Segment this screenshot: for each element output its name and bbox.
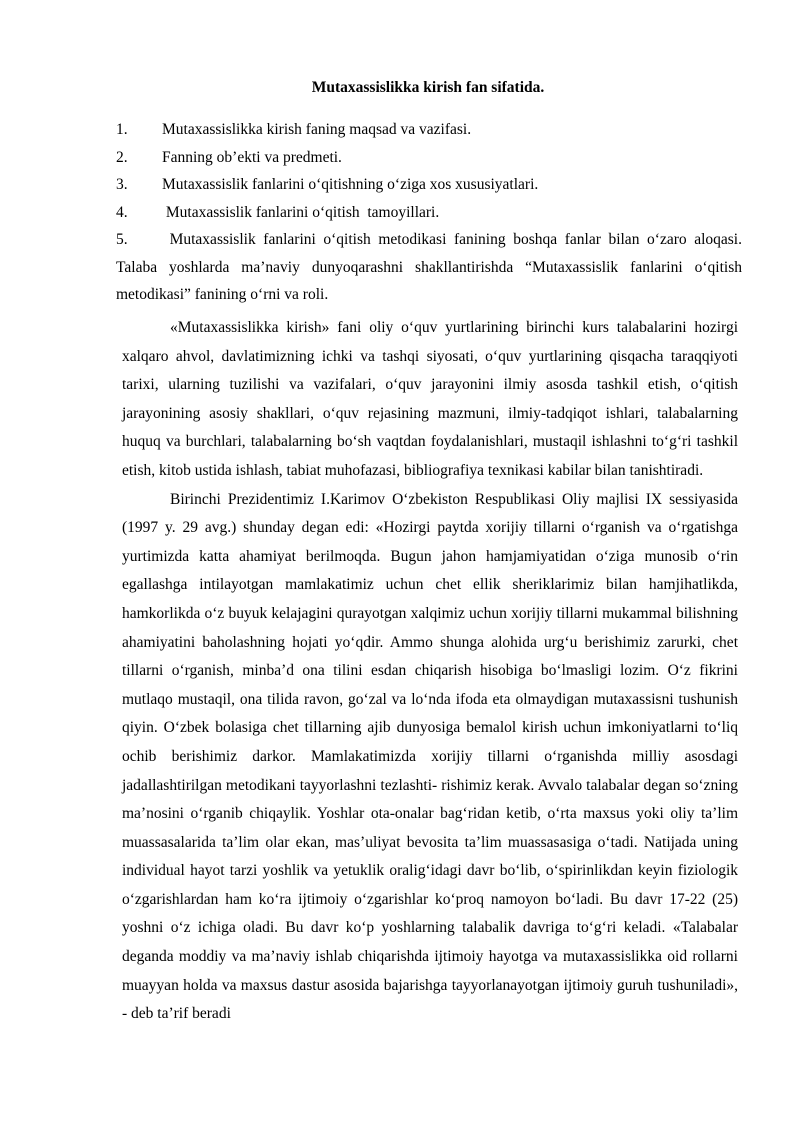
outline-item bbox=[116, 226, 742, 309]
outline-number: 1. bbox=[116, 121, 128, 138]
outline-number: 2. bbox=[116, 148, 128, 166]
outline-number: 5. bbox=[116, 231, 128, 248]
outline-number: 3. bbox=[116, 176, 128, 193]
outline-text: Mutaxassislik fanlarini o‘qitishning o‘ziga xos xususiyatlari. bbox=[162, 176, 539, 193]
outline-text: Mutaxassislikka kirish faning maqsad va vazifasi. bbox=[162, 121, 472, 138]
outline-item bbox=[116, 144, 742, 172]
outline-number: 4. bbox=[116, 203, 128, 221]
body-paragraph: Birinchi Prezidentimiz I.Karimov O‘zbekiston Respublikasi Oliy majlisi IX sessiyasida (1997 y. 29 avg.) shunday degan edi: «Hozirgi paytda xorijiy tillarni o‘rganish va o‘rgatishga yurtimizda katta ahamiyat berilmoqda. Bugun jahon hamjamiyatidan o‘ziga munosib o‘rin egallashga intilayotgan mamlakatimiz uchun chet ellik sheriklarimiz bilan hamjihatlikda, hamkorlikda o‘z buyuk kelajagini qurayotgan xalqimiz uchun xorijiy tillarni mukammal bilishning ahamiyatini baholashning hojati yo‘qdir. Ammo shunga alohida urg‘u berishimiz zarurki, chet tillarni o‘rganish, minba’d ona tilini esdan chiqarish hisobiga bo‘lmasligi lozim. O‘z fikrini mutlaqo mustaqil, ona tilida ravon, go‘zal va lo‘nda ifoda eta olmaydigan mutaxassisni tushunish qiyin. O‘zbek bolasiga chet tillarning ajib dunyosiga bemalol kirish uchun imkoniyatlarni to‘liq ochib berishimiz darkor. Mamlakatimizda xorijiy tillarni o‘rganishda milliy asosdagi jadallashtirilgan metodikani tayyorlashni tezlashti- rishimiz kerak. Avvalo talabalar degan so‘zning ma’nosini o‘rganib chiqaylik. Yoshlar ota-onalar bag‘ridan ketib, o‘rta maxsus yoki oliy ta’lim muassasalarida ta’lim olar ekan, mas’uliyat bevosita ta’lim muassasasiga o‘tadi. Natijada uning individual hayot tarzi yoshlik va yetuklik oralig‘idagi davr bo‘lib, o‘spirinlikdan keyin fiziologik o‘zgarishlardan ham ko‘ra ijtimoiy o‘zgarishlar ko‘proq namoyon bo‘ladi. Bu davr 17-22 (25) yoshni o‘z ichiga oladi. Bu davr ko‘p yoshlarning talabalik davriga to‘g‘ri keladi. «Talabalar deganda moddiy va ma’naviy ishlab chiqarishda ijtimoiy hayotga va mutaxassislikka oid rollarni muayyan holda va maxsus dastur asosida bajarishga tayyorlanayotgan ijtimoiy guruh tushuniladi», - deb ta’rif beradi bbox=[122, 490, 738, 1023]
document-body bbox=[122, 314, 738, 1029]
document-title: Mutaxassislikka kirish fan sifatida. bbox=[311, 79, 545, 96]
topic-outline bbox=[116, 116, 742, 309]
outline-item bbox=[116, 199, 742, 227]
body-paragraph: «Mutaxassislikka kirish» fani oliy o‘quv yurtlarining birinchi kurs talabalarini hozirgi xalqaro ahvol, davlatimizning ichki va tashqi siyosati, o‘quv yurtlarining qisqacha taraqqiyoti tarixi, ularning tuzilishi va vazifalari, o‘quv jarayonini ilmiy asosda tashkil etish, o‘qitish jarayonining asosiy shakllari, o‘quv rejasining mazmuni, ilmiy-tadqiqot ishlari, talabalarning huquq va burchlari, talabalarning bo‘sh vaqtdan foydalanishlari, mustaqil ishlashni to‘g‘ri tashkil etish, kitob ustida ishlash, tabiat muhofazasi, bibliografiya texnikasi kabilar bilan tanishtiradi. bbox=[122, 319, 738, 479]
outline-item bbox=[116, 116, 742, 144]
outline-text: Fanning ob’ekti va predmeti. bbox=[162, 148, 342, 166]
outline-text: Mutaxassislik fanlarini o‘qitish tamoyillari. bbox=[162, 203, 440, 221]
outline-item bbox=[116, 171, 742, 199]
outline-text: Mutaxassislik fanlarini o‘qitish metodikasi fanining boshqa fanlar bilan o‘zaro aloqasi. Talaba yoshlarda ma’naviy dunyoqarashni shakllantirishda “Mutaxassislik fanlarini o‘qitish metodikasi” fanining o‘rni va roli. bbox=[116, 231, 742, 303]
